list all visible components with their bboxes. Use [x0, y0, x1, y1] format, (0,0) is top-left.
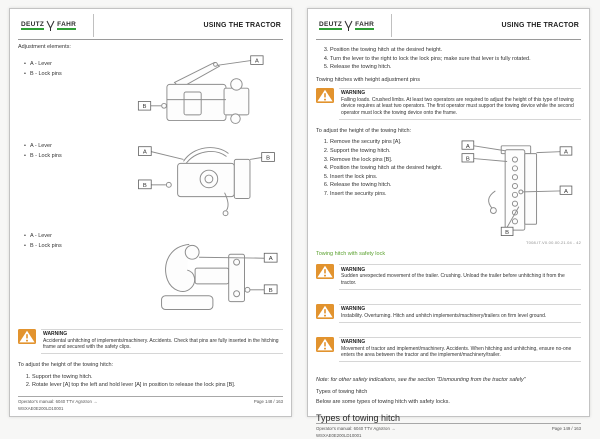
- warning-title: WARNING: [341, 90, 366, 97]
- warning-box: [316, 337, 581, 363]
- step-item: 2. Support the towing hitch.: [330, 147, 444, 156]
- height-adjustment-pins-diagram: [444, 136, 582, 239]
- label-b: [501, 228, 513, 237]
- warning-body: [339, 264, 581, 290]
- svg-text:A: A: [268, 255, 273, 262]
- legend-item: • B - Lock pins: [24, 69, 126, 79]
- deutz-fahr-logo: [18, 14, 94, 37]
- warning-text: Accidental unhitching of implements/machinery. Accidents. Check that pins are fully inserted in the hitching frame and secured with the safety clips.: [43, 337, 279, 351]
- logo-word-fahr: FAHR: [355, 21, 374, 31]
- legend-list-3: [18, 224, 126, 252]
- label-a: [264, 253, 277, 262]
- warning-title: WARNING: [341, 266, 366, 273]
- steps-and-diagram: [316, 136, 581, 239]
- warning-body: [339, 304, 581, 323]
- label-b: [138, 101, 150, 110]
- legend-list-2: [18, 134, 126, 162]
- label-a: [139, 146, 152, 155]
- svg-text:B: B: [142, 182, 147, 189]
- svg-text:B: B: [268, 287, 273, 294]
- warning-text: Instability. Overturning. Hitch and unhitch implements/machinery/trailers on firm level ground.: [341, 312, 547, 319]
- legend-item: • B - Lock pins: [24, 241, 126, 251]
- types-of-towing-hitch-label: Types of towing hitch: [316, 389, 368, 396]
- warning-icon: [316, 337, 334, 352]
- warning-icon: [316, 264, 334, 279]
- label-a: [560, 147, 572, 156]
- legend-list-1: [18, 52, 126, 80]
- warning-body: [41, 329, 283, 355]
- warning-icon: [316, 304, 334, 319]
- step-item: 5. Release the towing hitch.: [330, 63, 581, 72]
- types-of-towing-hitch-heading: Types of towing hitch: [316, 413, 401, 424]
- adjustment-elements-label: Adjustment elements:: [18, 44, 71, 50]
- page-header: [316, 14, 581, 40]
- logo-word-deutz: DEUTZ: [319, 21, 342, 31]
- hitch-diagram-3-svg: [126, 224, 284, 324]
- warning-icon: [316, 88, 334, 103]
- hitch-diagram-2-svg: [126, 134, 284, 222]
- deutz-fahr-logo: [316, 14, 392, 37]
- adjust-steps-list: [316, 138, 444, 198]
- warning-icon: [18, 329, 36, 344]
- legend-item: • B - Lock pins: [24, 151, 126, 161]
- warning-text: Falling loads. Crushed limbs. At least two operators are required to adjust the height of this type of towing device requires at least two operators. The first operator must support the towing device while the second operator must lock the towing device onto the frame.: [341, 96, 574, 117]
- footer-manual-title: Operator's manual: 6040 TTV Agrotron →: [316, 426, 396, 432]
- section-header-title: USING THE TRACTOR: [501, 22, 579, 29]
- label-a: [462, 141, 474, 150]
- page-header: [18, 14, 283, 40]
- hitch-variant-row-1: [18, 52, 283, 134]
- svg-text:A: A: [465, 144, 470, 151]
- svg-text:A: A: [564, 150, 568, 157]
- deutz-emblem-icon: [46, 20, 55, 32]
- footer-document-code: WSXAE0E200LD10001: [316, 432, 362, 438]
- label-b: [262, 152, 275, 161]
- adjust-steps-column: [316, 136, 444, 198]
- hitch-diagram-1: [126, 52, 284, 132]
- step-item: 2. Rotate lever [A] top the left and hold lever [A] in position to release the lock pins [B].: [32, 381, 283, 390]
- warning-title: WARNING: [43, 331, 68, 338]
- legend-item: • A - Lever: [24, 231, 126, 241]
- step-item: 7. Insert the security pins.: [330, 190, 444, 199]
- warning-text: Sudden unexpected movement of the trailer. Crushing. Unload the trailer before unhitching it from the tractor.: [341, 273, 565, 287]
- hitch-diagram-1-svg: [126, 52, 284, 132]
- warning-title: WARNING: [341, 339, 366, 346]
- warning-box: [18, 329, 283, 355]
- step-item: 1. Remove the security pins [A].: [330, 138, 444, 147]
- warning-text: Movement of tractor and implement/machinery. Accidents. When hitching and unhitching, ensure no-one enters the area between the tractor and the implement/machinery/trailer.: [341, 345, 572, 359]
- step-item: 6. Release the towing hitch.: [330, 181, 444, 190]
- label-a: [251, 55, 263, 64]
- footer-page-number: Page 149 / 163: [551, 426, 581, 432]
- warning-body: [339, 337, 581, 363]
- svg-text:A: A: [254, 58, 259, 65]
- safety-note: Note: for other safety indications, see the section "Dismounting from the tractor safely": [316, 377, 526, 384]
- step-item: 5. Insert the lock pins.: [330, 173, 444, 182]
- label-b: [462, 154, 474, 163]
- warning-box: [316, 88, 581, 120]
- continued-steps-list: [316, 46, 581, 72]
- svg-text:B: B: [266, 155, 271, 162]
- page-footer: [18, 396, 283, 412]
- height-adjustment-pins-diagram-svg: [444, 136, 582, 239]
- types-intro-text: Below are some types of towing hitch with safety locks.: [316, 399, 450, 406]
- footer-manual-info: [18, 399, 97, 412]
- logo-word-fahr: FAHR: [57, 21, 76, 31]
- legend-item: • A - Lever: [24, 141, 126, 151]
- hitch-diagram-2: [126, 134, 284, 222]
- footer-manual-info: [316, 426, 395, 439]
- hitch-variant-row-3: [18, 224, 283, 326]
- adjust-height-heading: To adjust the height of the towing hitch:: [316, 127, 412, 134]
- footer-page-number: Page 148 / 163: [253, 399, 283, 405]
- warning-box: [316, 264, 581, 290]
- warning-title: WARNING: [341, 306, 366, 313]
- label-b: [264, 285, 277, 294]
- svg-text:B: B: [505, 230, 510, 237]
- manual-page-right: [307, 8, 590, 438]
- figure-caption: T008.IT.V0.00.00.21.04 - 42: [526, 240, 581, 246]
- adjust-height-heading: To adjust the height of the towing hitch:: [18, 362, 114, 369]
- label-b: [139, 180, 152, 189]
- page-footer: [316, 423, 581, 439]
- step-item: 4. Turn the lever to the right to lock the lock pins; make sure that lever is fully rotated.: [330, 55, 581, 64]
- warning-body: [339, 88, 581, 120]
- adjust-steps-list: [18, 373, 283, 390]
- manual-page-left: [9, 8, 292, 417]
- logo-word-deutz: DEUTZ: [21, 21, 44, 31]
- svg-text:B: B: [142, 103, 147, 110]
- footer-document-code: WSXAE0E200LD10001: [18, 405, 64, 411]
- footer-manual-title: Operator's manual: 6040 TTV Agrotron →: [18, 399, 98, 405]
- svg-text:B: B: [465, 157, 470, 164]
- step-item: 1. Support the towing hitch.: [32, 373, 283, 382]
- hitch-diagram-3: [126, 224, 284, 324]
- step-item: 3. Remove the lock pins [B].: [330, 156, 444, 165]
- hitch-variant-row-2: [18, 134, 283, 224]
- step-item: 3. Position the towing hitch at the desired height.: [330, 46, 581, 55]
- section-title-safety-lock: Towing hitch with safety lock: [316, 251, 386, 258]
- section-title-height-adjustment-pins: Towing hitches with height adjustment pins: [316, 76, 420, 83]
- label-a: [560, 187, 572, 196]
- warning-box: [316, 304, 581, 323]
- legend-item: • A - Lever: [24, 59, 126, 69]
- step-item: 4. Position the towing hitch at the desired height.: [330, 164, 444, 173]
- svg-text:A: A: [142, 149, 147, 156]
- deutz-emblem-icon: [344, 20, 353, 32]
- section-header-title: USING THE TRACTOR: [203, 22, 281, 29]
- svg-text:A: A: [564, 189, 568, 196]
